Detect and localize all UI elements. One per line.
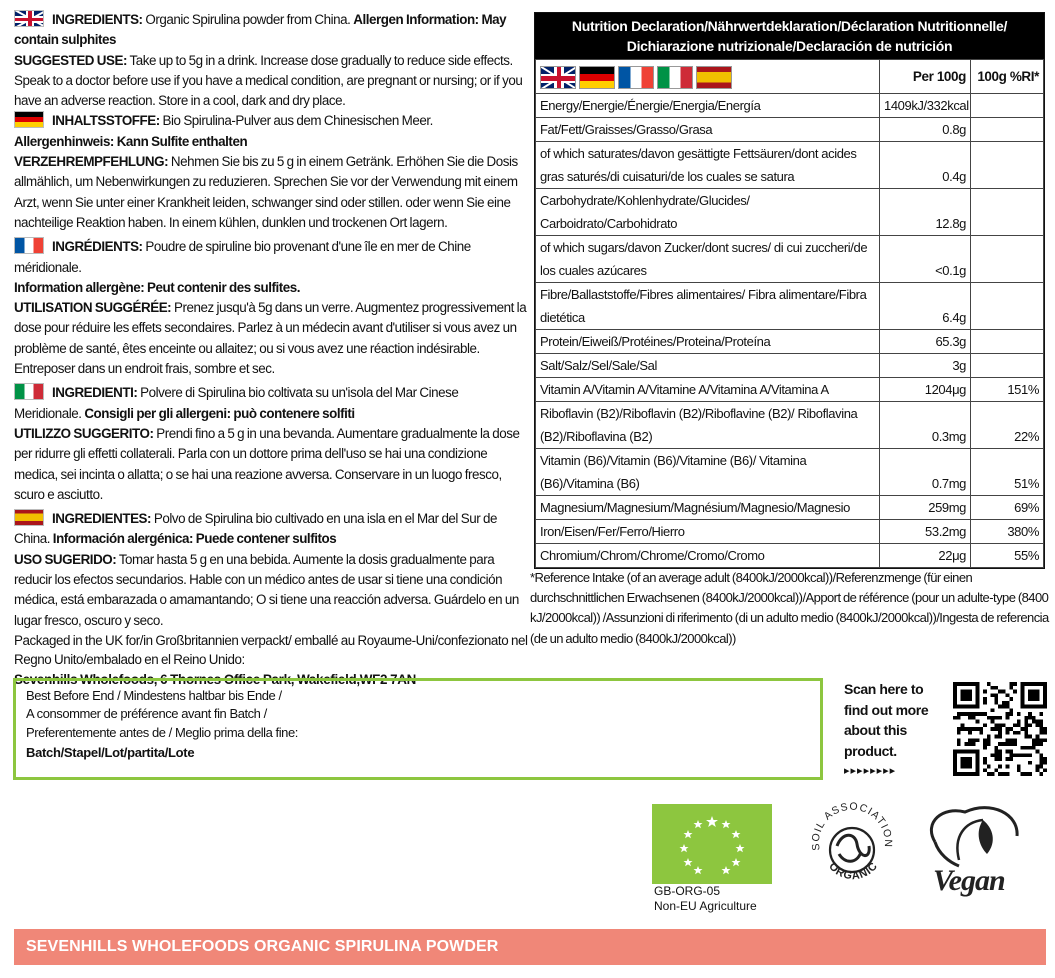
use-text-es: Tomar hasta 5 g en una bebida. Aumente la dosis gradualmente para reducir los efectos secundarios. Hable con un médico antes de usar si tiene una condición médica, está embarazada o amamantando; O si tiene una reacción adversa. Guárdelo en un lugar fresco, oscuro y seco. <box>14 551 519 628</box>
allergen-info-en: Allergen Information: May contain sulphites <box>14 12 507 48</box>
nutrient-name: Energy/Energie/Énergie/Energia/Energía <box>536 94 880 118</box>
nutrient-name: Vitamin A/Vitamin A/Vitamine A/Vitamina A/Vitamina A <box>536 378 880 402</box>
ingredients-text-fr: Poudre de spiruline bio provenant d'une île en mer de Chine méridionale. <box>14 239 471 275</box>
nutrient-value: 259mg <box>880 496 971 520</box>
italian-flag-icon <box>657 66 693 89</box>
nutrition-row <box>536 520 1044 544</box>
nutrient-ri: 151% <box>971 378 1044 402</box>
nutrient-ri <box>971 94 1044 118</box>
qr-code[interactable] <box>953 682 1047 776</box>
french-flag-icon <box>618 66 654 89</box>
ingredients-text-es: Polvo de Spirulina bio cultivado en una isla en el Mar del Sur de China. <box>14 511 497 547</box>
nutrient-value: 0.7mg <box>880 449 971 496</box>
ingredients-label-de: INHALTSSTOFFE: <box>52 113 160 129</box>
column-header-ri: 100g %RI* <box>971 60 1044 94</box>
nutrient-ri <box>971 142 1044 189</box>
nutrient-name: Fibre/Ballaststoffe/Fibres alimentaires/ Fibra alimentare/Fibra dietética <box>536 283 880 330</box>
soil-organic-text: ORGANIC <box>826 859 881 883</box>
column-header-per100g: Per 100g <box>880 60 971 94</box>
scan-text: Scan here to find out more about this product. <box>844 681 929 759</box>
use-label-es: USO SUGERIDO: <box>14 551 117 567</box>
nutrition-row <box>536 378 1044 402</box>
nutrition-title: Nutrition Declaration/Nährwertdeklaration/Déclaration Nutritionnelle/ Dichiarazione nutrizionale/Declaración de nutrición <box>535 13 1044 59</box>
nutrition-row <box>536 142 1044 189</box>
nutrient-name: of which saturates/davon gesättigte Fettsäuren/dont acides gras saturés/di cuisaturi/de los cuales se satura <box>536 142 880 189</box>
nutrient-ri: 51% <box>971 449 1044 496</box>
company-address: Sevenhills Wholefoods, 6 Thornes Office Park, Wakefield,WF2 7AN <box>14 671 416 687</box>
ingredients-text-de: Bio Spirulina-Pulver aus dem Chinesischen Meer. <box>162 113 433 129</box>
flag-row <box>536 60 880 94</box>
best-before-line: Preferentemente antes de / Meglio prima della fine: <box>26 724 298 740</box>
nutrient-ri <box>971 354 1044 378</box>
vegan-text: Vegan <box>933 864 1005 897</box>
packaged-in-text: Packaged in the UK for/in Großbritannien verpackt/ emballé au Royaume-Uni/confezionato nel Regno Unito/embalado en el Reino Unido: <box>14 632 528 668</box>
nutrient-ri <box>971 283 1044 330</box>
nutrient-name: Iron/Eisen/Fer/Ferro/Hierro <box>536 520 880 544</box>
batch-label: Batch/Stapel/Lot/partita/Lote <box>26 744 195 760</box>
use-text-it: Prendi fino a 5 g in una bevanda. Aumentare gradualmente la dose per ridurre gli effetti collaterali. Parla con un dottore prima dell'uso se hai una condizione medica, sei incinta o allatta; o se hai una reazione avversa. Conservare in un luogo fresco, scuro e asciutto. <box>14 425 520 502</box>
use-text-en: Take up to 5g in a drink. Increase dose gradually to reduce side effects. Speak to a doctor before use if you have a medical condition, are pregnant or nursing; or if you have an adverse reaction. Store in a cool, dark and dry place. <box>14 52 523 109</box>
best-before-line: Best Before End / Mindestens haltbar bis Ende / <box>26 688 282 703</box>
nutrition-row <box>536 496 1044 520</box>
best-before-box <box>13 678 823 780</box>
nutrition-header-row <box>536 60 1044 94</box>
use-label-fr: UTILISATION SUGGÉRÉE: <box>14 300 172 316</box>
nutrient-name: Riboflavin (B2)/Riboflavin (B2)/Riboflavine (B2)/ Riboflavina (B2)/Riboflavina (B2) <box>536 402 880 449</box>
nutrient-name: Magnesium/Magnesium/Magnésium/Magnesio/Magnesio <box>536 496 880 520</box>
nutrient-ri: 22% <box>971 402 1044 449</box>
nutrient-ri: 69% <box>971 496 1044 520</box>
nutrient-value: 0.4g <box>880 142 971 189</box>
nutrient-value: 0.8g <box>880 118 971 142</box>
nutrient-value: 6.4g <box>880 283 971 330</box>
nutrition-row <box>536 283 1044 330</box>
nutrition-row <box>536 354 1044 378</box>
nutrient-value: 0.3mg <box>880 402 971 449</box>
svg-text:ORGANIC <box>826 860 880 882</box>
nutrient-ri <box>971 330 1044 354</box>
nutrient-value: 22μg <box>880 544 971 568</box>
nutrient-value: 53.2mg <box>880 520 971 544</box>
ingredients-text-it: Polvere di Spirulina bio coltivata su un'isola del Mar Cinese Meridionale. <box>14 385 459 421</box>
nutrition-row <box>536 94 1044 118</box>
spanish-flag-icon <box>696 66 732 89</box>
arrows-icon: ▸▸▸▸▸▸▸▸ <box>844 765 897 778</box>
ingredients-label-es: INGREDIENTES: <box>52 511 152 527</box>
nutrition-row <box>536 402 1044 449</box>
use-text-de: Nehmen Sie bis zu 5 g in einem Getränk. Erhöhen Sie die Dosis allmählich, um Nebenwirkungen zu reduzieren. Sprechen Sie vor der Verwendung mit einem Arzt, wenn Sie unter einer Krankheit leiden, schwanger sind oder stillen. oder wenn Sie eine nachteilige Reaktion haben. In einem kühlen, dunklen und trockenen Ort lagern. <box>14 154 518 230</box>
lang-block-de <box>14 111 528 233</box>
nutrition-row <box>536 449 1044 496</box>
nutrient-name: Vitamin (B6)/Vitamin (B6)/Vitamine (B6)/ Vitamina (B6)/Vitamina (B6) <box>536 449 880 496</box>
product-title-band: SEVENHILLS WHOLEFOODS ORGANIC SPIRULINA POWDER <box>14 929 1046 965</box>
uk-flag-icon <box>540 66 576 89</box>
ingredients-label-en: INGREDIENTS: <box>52 12 143 27</box>
use-label-en: SUGGESTED USE: <box>14 52 127 68</box>
nutrient-value: 65.3g <box>880 330 971 354</box>
use-text-fr: Prenez jusqu'à 5g dans un verre. Augmentez progressivement la dose pour réduire les effets secondaires. Parlez à un médecin avant d'utiliser si vous avez un problème de santé, êtes enceinte ou allaitez; ou si vous avez une réaction indésirable. Entreposer dans un endroit frais, sombre et sec. <box>14 300 527 377</box>
nutrition-row <box>536 189 1044 236</box>
nutrient-name: Chromium/Chrom/Chrome/Cromo/Cromo <box>536 544 880 568</box>
uk-flag-icon <box>14 10 44 27</box>
allergen-info-fr: Information allergène: Peut contenir des sulfites. <box>14 279 301 295</box>
german-flag-icon <box>14 111 44 128</box>
nutrient-value: 1204μg <box>880 378 971 402</box>
lang-block-it <box>14 383 528 505</box>
nutrient-value: <0.1g <box>880 236 971 283</box>
nutrition-row <box>536 118 1044 142</box>
nutrient-ri <box>971 236 1044 283</box>
use-label-it: UTILIZZO SUGGERITO: <box>14 425 154 441</box>
nutrient-value: 12.8g <box>880 189 971 236</box>
nutrient-value: 1409kJ/332kcal <box>880 94 971 118</box>
soil-association-organic-logo <box>809 802 895 892</box>
ingredients-text-en: Organic Spirulina powder from China. <box>145 12 351 27</box>
nutrient-name: Protein/Eiweiß/Protéines/Proteina/Proteína <box>536 330 880 354</box>
agriculture-origin: Non-EU Agriculture <box>654 899 757 913</box>
allergen-info-es: Información alergénica: Puede contener sulfitos <box>52 531 337 547</box>
allergen-info-it: Consigli per gli allergeni: può contenere solfiti <box>84 405 355 421</box>
lang-block-en <box>14 10 528 111</box>
nutrition-row <box>536 236 1044 283</box>
german-flag-icon <box>579 66 615 89</box>
eu-organic-leaf-logo <box>652 804 772 884</box>
nutrient-ri: 380% <box>971 520 1044 544</box>
ingredients-label-fr: INGRÉDIENTS: <box>52 239 143 255</box>
ingredients-column <box>14 10 528 690</box>
vegan-society-logo <box>913 802 1041 898</box>
nutrient-ri: 55% <box>971 544 1044 568</box>
french-flag-icon <box>14 237 44 254</box>
allergen-info-de: Allergenhinweis: Kann Sulfite enthalten <box>14 133 248 149</box>
nutrient-name: of which sugars/davon Zucker/dont sucres/ di cui zuccheri/de los cuales azúcares <box>536 236 880 283</box>
use-label-de: VERZEHREMPFEHLUNG: <box>14 154 169 170</box>
nutrient-name: Fat/Fett/Graisses/Grasso/Grasa <box>536 118 880 142</box>
nutrient-name: Salt/Salz/Sel/Sale/Sal <box>536 354 880 378</box>
lang-block-fr <box>14 237 528 379</box>
reference-intake-note: *Reference Intake (of an average adult (8400kJ/2000kcal))/Referenzmenge (für einen durchschnittlichen Erwachsenen (8400kJ/2000kcal))/Apport de référence (pour un adulte-type (8400 kJ/2000kcal)) /Assunzioni di riferimento (di un adulto medio (8400kJ/2000kcal))/Ingesta de referencia (de un adulto medio (8400kJ/2000kcal)) <box>530 570 1049 646</box>
nutrition-table <box>534 12 1045 569</box>
spanish-flag-icon <box>14 509 44 526</box>
best-before-line: A consommer de préférence avant fin Batch / <box>26 706 267 722</box>
organic-cert-code: GB-ORG-05 <box>654 884 721 898</box>
lang-block-es <box>14 509 528 631</box>
nutrient-name: Carbohydrate/Kohlenhydrate/Glucides/ Carboidrato/Carbohidrato <box>536 189 880 236</box>
nutrient-ri <box>971 189 1044 236</box>
nutrient-ri <box>971 118 1044 142</box>
eu-organic-code <box>654 884 757 914</box>
svg-text:SOIL ASSOCIATION <box>810 802 894 851</box>
nutrient-value: 3g <box>880 354 971 378</box>
italian-flag-icon <box>14 383 44 400</box>
nutrition-row <box>536 330 1044 354</box>
ingredients-label-it: INGREDIENTI: <box>52 385 138 401</box>
nutrition-row <box>536 544 1044 568</box>
scan-prompt <box>844 679 940 782</box>
soil-association-text: SOIL ASSOCIATION <box>809 802 895 852</box>
